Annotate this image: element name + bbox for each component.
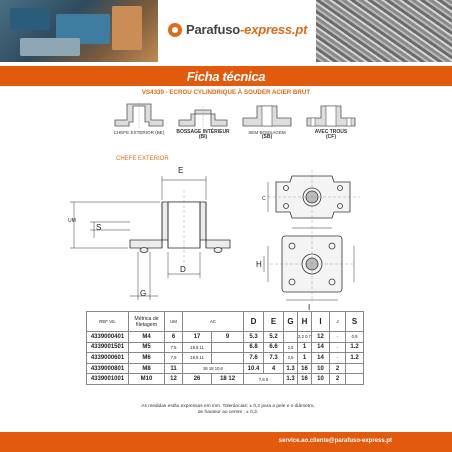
cell-c2 (212, 342, 244, 353)
cell-d: 6.8 (244, 342, 264, 353)
cell-ac: 18,9 11 (183, 342, 212, 353)
brand-logo[interactable] (168, 22, 307, 37)
tolerance-note (118, 404, 338, 416)
variant-bi (172, 100, 234, 140)
table-row (87, 374, 364, 385)
screw-icon (168, 23, 182, 37)
cell-um: 12 (165, 374, 183, 385)
cell-h: 16 (298, 363, 312, 374)
cell-i: 12 (312, 332, 330, 343)
cell-ref: 4339000601 (87, 353, 129, 364)
cell-ac: 17 (183, 332, 212, 343)
cell-g: 1.3 (284, 374, 298, 385)
dim-label-g: G (140, 289, 147, 298)
variant-cf-code: (CF) (326, 134, 336, 141)
header-banner (0, 0, 452, 62)
cell-s (346, 363, 364, 374)
cell-ref: 4339000401 (87, 332, 129, 343)
nut-section-sb-icon (239, 100, 295, 130)
col-i: I (312, 312, 330, 332)
variant-be-label: CHEFE EXTERIOR (BE) (113, 130, 165, 135)
nut-section-cf-icon (303, 100, 359, 130)
cell-s: 0,9 (346, 332, 364, 343)
cell-h: 16 (298, 374, 312, 385)
cell-s: 1.2 (346, 342, 364, 353)
col-um: UM (165, 312, 183, 332)
cell-metric: M5 (129, 342, 165, 353)
table-row (87, 353, 364, 364)
col-d: D (244, 312, 264, 332)
cell-d: 5.3 (244, 332, 264, 343)
cell-e: 5.2 (264, 332, 284, 343)
page-title: Ficha técnica (186, 68, 266, 84)
col-e: E (264, 312, 284, 332)
cell-metric: M8 (129, 363, 165, 374)
cell-ac: 18,9 11 (183, 353, 212, 364)
variant-sb-label: SEM BOSSAGEM (248, 130, 286, 135)
cell-j: - (330, 332, 346, 343)
variant-gallery (108, 100, 358, 152)
cell-h: 2,2 0,7 (298, 332, 312, 343)
col-ref: REF VIL (87, 312, 129, 332)
cell-e: 7.3 (264, 353, 284, 364)
cell-h: 1 (298, 342, 312, 353)
header-photo-tools (0, 0, 158, 62)
cell-ref: 4339001501 (87, 342, 129, 353)
variant-bi-label: BOSSAGE INTÉRIEUR (176, 129, 230, 135)
cell-um: 6 (165, 332, 183, 343)
dim-label-h: H (256, 260, 262, 269)
cell-um: 7,9 (165, 353, 183, 364)
variant-sb-code: (SB) (261, 134, 273, 141)
title-bar (0, 66, 452, 86)
cell-c2: 9 (212, 332, 244, 343)
cell-j: 2 (330, 374, 346, 385)
dim-label-e: E (178, 166, 184, 175)
cell-j: - (330, 353, 346, 364)
col-s: S (346, 312, 364, 332)
variant-sb (236, 100, 298, 140)
col-j: J (330, 312, 346, 332)
col-h: H (298, 312, 312, 332)
col-metric: Métrica de filetagem (129, 312, 165, 332)
dim-label-d: D (180, 265, 186, 274)
top-view (268, 170, 360, 224)
product-subtitle: VS4339 - ECROU CYLINDRIQUE À SOUDER ACIER BRUT (141, 89, 311, 96)
tolerance-note-line2: de hauteur au centre : ± 0,3. (197, 410, 259, 415)
dim-label-s: S (96, 223, 102, 232)
cell-s: 1.2 (346, 353, 364, 364)
footer-email-link[interactable]: service.ao.cliente@parafuso-express.pt (278, 438, 392, 444)
footer-bar (0, 432, 452, 452)
nut-section-be-icon (111, 100, 167, 130)
variant-bi-code: (BI) (198, 134, 208, 141)
table-row (87, 332, 364, 343)
col-ac: AC (183, 312, 244, 332)
header-photo-screws (316, 0, 452, 62)
variant-be (108, 100, 170, 135)
cell-h: 1 (298, 353, 312, 364)
tolerance-note-line1: As medidas estão expressas em mm. Tolerâncias: ± 0,2 para a pele e o diâmetro, (141, 404, 315, 409)
cell-de: 7,8 5 (244, 374, 284, 385)
section-tag: CHEFE EXTERIOR (116, 156, 169, 162)
cell-metric: M6 (129, 353, 165, 364)
cell-ac: 26 18 10,6 (183, 363, 244, 374)
dimensions-table (86, 311, 364, 385)
cell-g: 1.3 (284, 363, 298, 374)
logo-accent-text: -express.pt (240, 22, 308, 37)
front-view (264, 226, 354, 302)
variant-cf-label: AVEC TROUS (314, 129, 348, 135)
cell-g: 2,5 (284, 342, 298, 353)
variant-cf (300, 100, 362, 140)
cell-j: 2 (330, 363, 346, 374)
cell-ac: 26 (183, 374, 212, 385)
nut-section-bi-icon (175, 100, 231, 130)
cell-i: 14 (312, 353, 330, 364)
table-row (87, 363, 364, 374)
cell-c2: 18 12 (212, 374, 244, 385)
cell-d: 7.6 (244, 353, 264, 364)
cell-e: 4 (264, 363, 284, 374)
dim-label-i: I (308, 303, 311, 310)
logo-main-text: Parafuso (186, 22, 241, 37)
cell-ref: 4339000801 (87, 363, 129, 374)
cell-i: 10 (312, 374, 330, 385)
table-row (87, 342, 364, 353)
dim-label-c: C (262, 196, 266, 202)
cell-um: 11 (165, 363, 183, 374)
cell-ref: 4339001001 (87, 374, 129, 385)
cell-g: 2,5 (284, 353, 298, 364)
cell-s (346, 374, 364, 385)
cell-i: 10 (312, 363, 330, 374)
cell-d: 10.4 (244, 363, 264, 374)
cell-i: 14 (312, 342, 330, 353)
col-g: G (284, 312, 298, 332)
cell-e: 6.6 (264, 342, 284, 353)
cell-c2 (212, 353, 244, 364)
dim-label-um: UM (68, 218, 76, 224)
technical-drawing (50, 160, 390, 310)
cell-metric: M4 (129, 332, 165, 343)
cell-um: 7,5 (165, 342, 183, 353)
cell-g (284, 332, 298, 343)
cell-j: - (330, 342, 346, 353)
cell-metric: M10 (129, 374, 165, 385)
